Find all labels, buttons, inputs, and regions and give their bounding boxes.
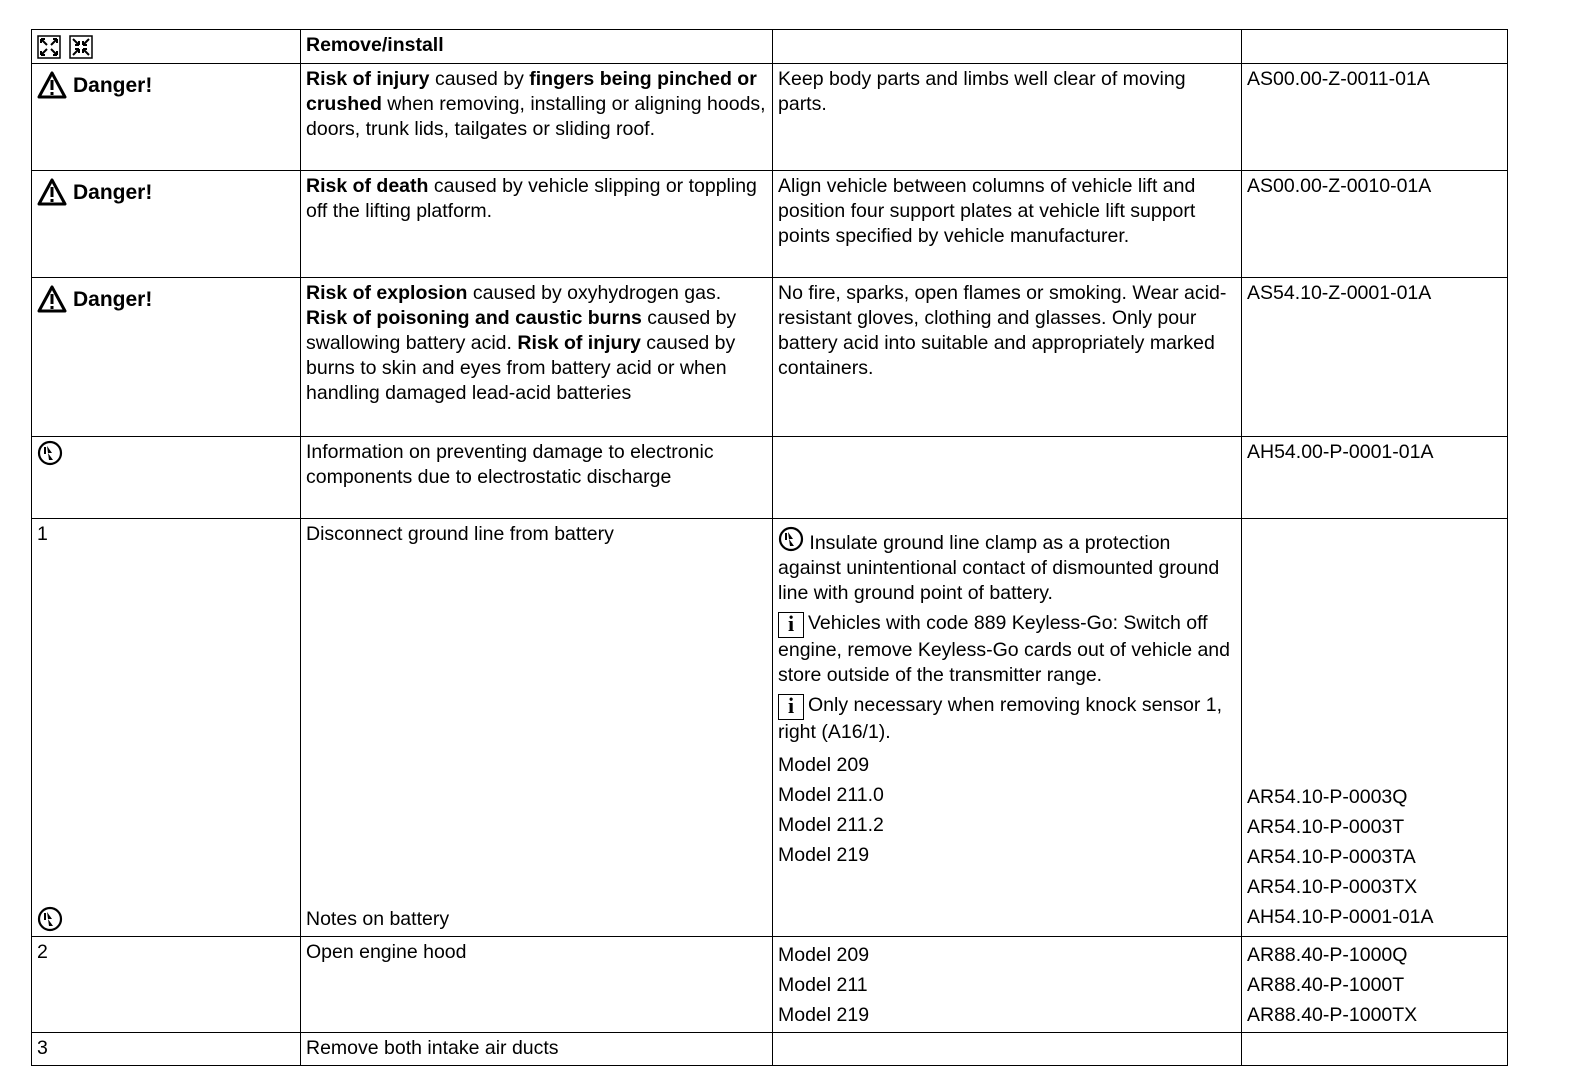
danger-ref-link[interactable]: AS00.00-Z-0011-01A	[1242, 64, 1508, 171]
model-label: Model 211.2	[778, 814, 884, 836]
danger-label: Danger!	[73, 73, 153, 97]
expand-arrows-icon	[37, 35, 61, 59]
battery-note-text: Notes on battery	[306, 908, 450, 930]
danger-desc-part: when removing, installing or aligning hoods, doors, trunk lids, tailgates or sliding roof.	[306, 93, 766, 140]
step-row	[32, 937, 1508, 1033]
step-refs-cell	[1242, 519, 1508, 937]
warning-triangle-icon	[37, 178, 67, 206]
model-ref-link[interactable]: AR88.40-P-1000TX	[1247, 1004, 1418, 1026]
electrostatic-note-icon	[778, 526, 804, 552]
danger-row	[32, 278, 1508, 437]
step-description: Open engine hood	[301, 937, 773, 1033]
danger-desc-part: caused by	[429, 68, 530, 90]
model-label: Model 219	[778, 1004, 870, 1026]
collapse-arrows-icon	[69, 35, 93, 59]
header-empty-3	[773, 30, 1242, 64]
esd-empty	[773, 437, 1242, 519]
header-empty-4	[1242, 30, 1508, 64]
model-label: Model 209	[778, 754, 870, 776]
danger-desc-part: fingers being pinched or crushed	[306, 68, 757, 115]
danger-desc-part: Risk of injury	[306, 68, 430, 90]
esd-ref-link[interactable]: AH54.00-P-0001-01A	[1242, 437, 1508, 519]
keyless-info: Vehicles with code 889 Keyless-Go: Switch off engine, remove Keyless-Go cards out of vehicle and store outside of the transmitter range.	[778, 612, 1230, 686]
info-icon: i	[778, 694, 804, 720]
danger-desc-part: caused by swallowing battery acid.	[306, 307, 737, 354]
danger-label-cell	[32, 64, 301, 171]
step-number: 1	[37, 523, 48, 545]
step-empty-3	[773, 1033, 1242, 1066]
esd-icon-cell	[32, 437, 301, 519]
step-description-cell	[301, 519, 773, 937]
step-number: 3	[32, 1033, 301, 1066]
danger-desc-part: caused by vehicle slipping or toppling off the lifting platform.	[306, 175, 757, 222]
step-notes-cell	[773, 519, 1242, 937]
knock-sensor-info: Only necessary when removing knock sensor 1, right (A16/1).	[778, 694, 1223, 743]
battery-note-icon	[37, 906, 63, 932]
model-ref-link[interactable]: AR54.10-P-0003T	[1247, 816, 1405, 838]
esd-note-row	[32, 437, 1508, 519]
header-row	[32, 30, 1508, 64]
model-label: Model 211.0	[778, 784, 884, 806]
danger-label-cell	[32, 278, 301, 437]
warning-triangle-icon	[37, 285, 67, 313]
danger-row	[32, 171, 1508, 278]
info-icon: i	[778, 612, 804, 638]
step-description: Disconnect ground line from battery	[306, 523, 614, 545]
danger-desc-part: caused by oxyhydrogen gas.	[467, 282, 722, 304]
danger-label-cell	[32, 171, 301, 278]
danger-desc-part: caused by burns to skin and eyes from battery acid or when handling damaged lead-acid batteries	[306, 332, 736, 404]
insulate-note: Insulate ground line clamp as a protection against unintentional contact of dismounted ground line with ground point of battery.	[778, 532, 1220, 604]
header-icons-cell	[32, 30, 301, 64]
danger-ref-link[interactable]: AS00.00-Z-0010-01A	[1242, 171, 1508, 278]
step-number: 2	[32, 937, 301, 1033]
danger-label: Danger!	[73, 287, 153, 311]
danger-action: Keep body parts and limbs well clear of moving parts.	[773, 64, 1242, 171]
model-label: Model 219	[778, 844, 870, 866]
step-row	[32, 519, 1508, 937]
electrostatic-note-icon	[37, 440, 63, 466]
danger-row	[32, 64, 1508, 171]
model-label: Model 211	[778, 974, 868, 996]
danger-action: Align vehicle between columns of vehicle lift and position four support plates at vehicle lift support points specified by vehicle manufacturer.	[773, 171, 1242, 278]
model-ref-link[interactable]: AR54.10-P-0003Q	[1247, 786, 1408, 808]
model-ref-link[interactable]: AR88.40-P-1000T	[1247, 974, 1405, 996]
esd-note-text: Information on preventing damage to electronic components due to electrostatic discharge	[301, 437, 773, 519]
danger-description	[301, 64, 773, 171]
danger-label: Danger!	[73, 180, 153, 204]
danger-desc-part: Risk of poisoning and caustic burns	[306, 307, 642, 329]
battery-ref-link[interactable]: AH54.10-P-0001-01A	[1247, 906, 1434, 928]
danger-desc-part: Risk of death	[306, 175, 429, 197]
danger-desc-part: Risk of explosion	[306, 282, 468, 304]
step-empty-4	[1242, 1033, 1508, 1066]
step-number-cell	[32, 519, 301, 937]
model-ref-link[interactable]: AR88.40-P-1000Q	[1247, 944, 1408, 966]
danger-desc-part: Risk of injury	[517, 332, 641, 354]
model-ref-link[interactable]: AR54.10-P-0003TX	[1247, 876, 1418, 898]
danger-description	[301, 278, 773, 437]
warning-triangle-icon	[37, 71, 67, 99]
step-row	[32, 1033, 1508, 1066]
procedure-table	[31, 29, 1508, 1066]
model-label: Model 209	[778, 944, 870, 966]
danger-ref-link[interactable]: AS54.10-Z-0001-01A	[1242, 278, 1508, 437]
danger-action: No fire, sparks, open flames or smoking. Wear acid-resistant gloves, clothing and glasses. Only pour battery acid into suitable and appropriately marked containers.	[773, 278, 1242, 437]
model-ref-link[interactable]: AR54.10-P-0003TA	[1247, 846, 1416, 868]
step-refs-cell	[1242, 937, 1508, 1033]
step-description: Remove both intake air ducts	[301, 1033, 773, 1066]
danger-description	[301, 171, 773, 278]
header-title: Remove/install	[301, 30, 773, 64]
step-models-cell	[773, 937, 1242, 1033]
